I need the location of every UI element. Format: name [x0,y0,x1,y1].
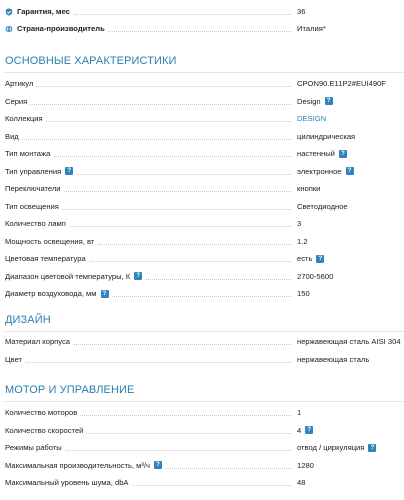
spec-row [5,422,404,440]
spec-row [5,439,404,457]
spec-label: Серия [5,97,30,106]
spec-value: 2700-5600 [297,271,334,281]
spec-label: Режимы работы [5,443,65,452]
spec-row [5,250,404,268]
spec-row [5,145,404,163]
spec-row [5,333,404,351]
spec-value: нержавеющая сталь [297,354,370,364]
section-divider [5,72,404,73]
spec-label: Тип управления [5,166,62,176]
help-icon[interactable]: ? [305,426,313,434]
spec-label: Количество ламп [5,219,69,228]
spec-row [5,404,404,422]
help-icon[interactable]: ? [65,167,73,175]
section-divider [5,401,404,402]
section-title-design: ДИЗАЙН [5,314,51,326]
spec-value: 4 [297,425,302,435]
help-icon[interactable]: ? [134,272,142,280]
spec-row [5,198,404,216]
spec-row [5,110,404,128]
spec-row [5,128,404,146]
spec-value: 36 [297,7,306,17]
spec-value: нержавеющая сталь AISI 304 [297,337,401,347]
spec-value: цилиндрическая [297,131,356,141]
spec-value: кнопки [297,184,321,194]
spec-value: 1280 [297,460,314,470]
help-icon[interactable]: ? [325,97,333,105]
spec-label: Материал корпуса [5,337,73,346]
spec-value: Светодиодное [297,201,348,211]
section-title-motor: МОТОР И УПРАВЛЕНИЕ [5,384,135,396]
help-icon[interactable]: ? [339,150,347,158]
spec-value: 1 [297,408,302,418]
spec-value: Design [297,96,321,106]
shield-check-icon [5,8,13,16]
spec-label: Количество моторов [5,408,80,417]
spec-row [5,93,404,111]
spec-value: настенный [297,149,335,159]
spec-value: 3 [297,219,302,229]
spec-row [5,233,404,251]
spec-label: Мощность освещения, вт [5,237,97,246]
spec-row [5,215,404,233]
spec-value: Италия* [297,24,326,34]
spec-label: Максимальная производительность, м³/ч [5,460,150,470]
spec-row [5,75,404,93]
spec-row [5,285,404,303]
spec-label: Гарантия, мес [17,7,70,17]
spec-label: Диаметр воздуховода, мм [5,289,97,299]
spec-value: отвод / циркуляция [297,443,365,453]
spec-label: Тип освещения [5,202,62,211]
spec-row-warranty [5,3,404,21]
collection-link[interactable]: DESIGN [297,114,327,124]
spec-value: 150 [297,289,310,299]
section-title-main: ОСНОВНЫЕ ХАРАКТЕРИСТИКИ [5,55,177,67]
spec-row [5,268,404,286]
help-icon[interactable]: ? [346,167,354,175]
spec-label: Коллекция [5,114,46,123]
spec-label: Тип монтажа [5,149,53,158]
help-icon[interactable]: ? [101,290,109,298]
spec-label: Переключатели [5,184,64,193]
spec-value: электронное [297,166,342,176]
section-divider [5,331,404,332]
spec-row-country [5,20,404,38]
spec-row [5,474,404,492]
spec-label: Количество скоростей [5,426,86,435]
help-icon[interactable]: ? [154,461,162,469]
spec-row [5,180,404,198]
spec-label: Страна-производитель [17,24,105,34]
spec-value: 48 [297,478,306,488]
spec-row [5,457,404,475]
spec-label: Вид [5,132,22,141]
spec-label: Цвет [5,355,25,364]
spec-value: CPON90.E11P2#EUI490F [297,79,386,89]
spec-label: Диапазон цветовой температуры, К [5,271,131,281]
globe-icon [5,25,13,33]
help-icon[interactable]: ? [368,444,376,452]
spec-label: Цветовая температура [5,254,89,263]
spec-label: Максимальный уровень шума, dbA [5,478,131,487]
spec-row [5,351,404,369]
spec-row [5,163,404,181]
help-icon[interactable]: ? [316,255,324,263]
spec-label: Артикул [5,79,36,88]
spec-value: 1.2 [297,236,308,246]
spec-value: есть [297,254,313,264]
